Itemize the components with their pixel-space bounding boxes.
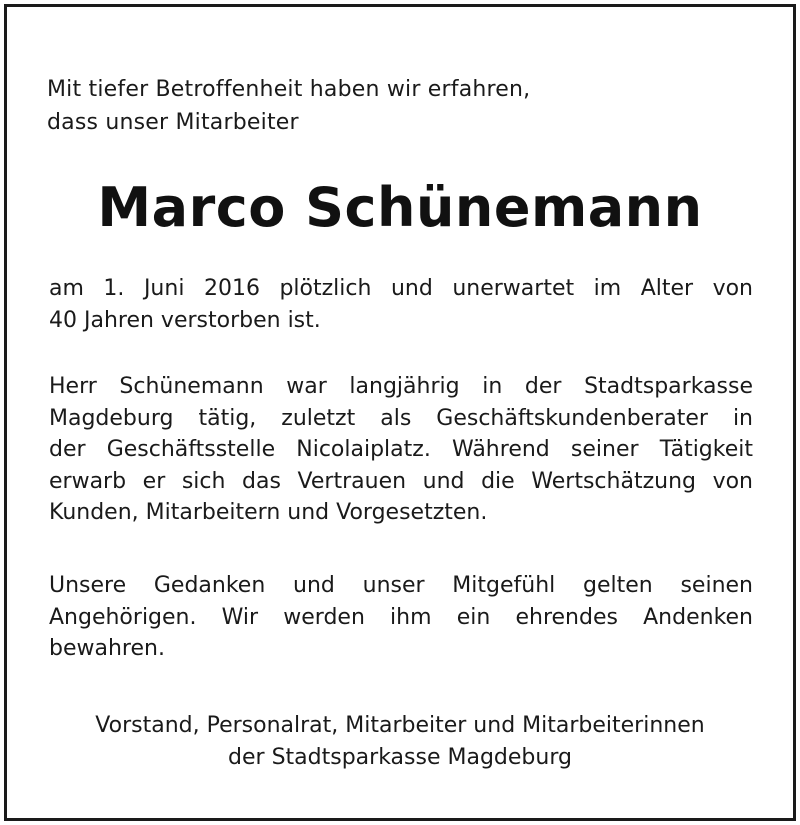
paragraph-line: bewahren. [49,636,165,661]
intro-text [47,73,747,139]
obituary-notice-frame [4,4,796,821]
paragraph-line: am 1. Juni 2016 plötzlich und unerwartet im Alter von [49,276,753,301]
career-paragraph [49,371,753,529]
paragraph-line: Magdeburg tätig, zuletzt als Geschäftskundenberater in [49,405,753,431]
signature-line-1: Vorstand, Personalrat, Mitarbeiter und Mitarbeiterinnen [95,713,705,738]
paragraph-line: der Geschäftsstelle Nicolaiplatz. Während seiner Tätigkeit [49,437,753,462]
paragraph-line: Unsere Gedanken und unser Mitgefühl gelten seinen [49,573,753,598]
paragraph-line: 40 Jahren verstorben ist. [49,307,321,333]
paragraph-line: Kunden, Mitarbeitern und Vorgesetzten. [49,500,488,525]
paragraph-line: Angehörigen. Wir werden ihm ein ehrendes Andenken [49,604,753,630]
intro-line-2: dass unser Mitarbeiter [47,110,299,135]
signature-block [7,710,793,774]
signature-line-2: der Stadtsparkasse Magdeburg [228,745,572,770]
paragraph-line: erwarb er sich das Vertrauen und die Wertschätzung von [49,468,753,494]
deceased-name: Marco Schünemann [97,176,703,239]
paragraph-line: Herr Schünemann war langjährig in der Stadtsparkasse [49,374,753,399]
condolence-paragraph [49,570,753,665]
intro-line-1: Mit tiefer Betroffenheit haben wir erfahren, [47,77,531,102]
death-notice-paragraph [49,273,753,336]
